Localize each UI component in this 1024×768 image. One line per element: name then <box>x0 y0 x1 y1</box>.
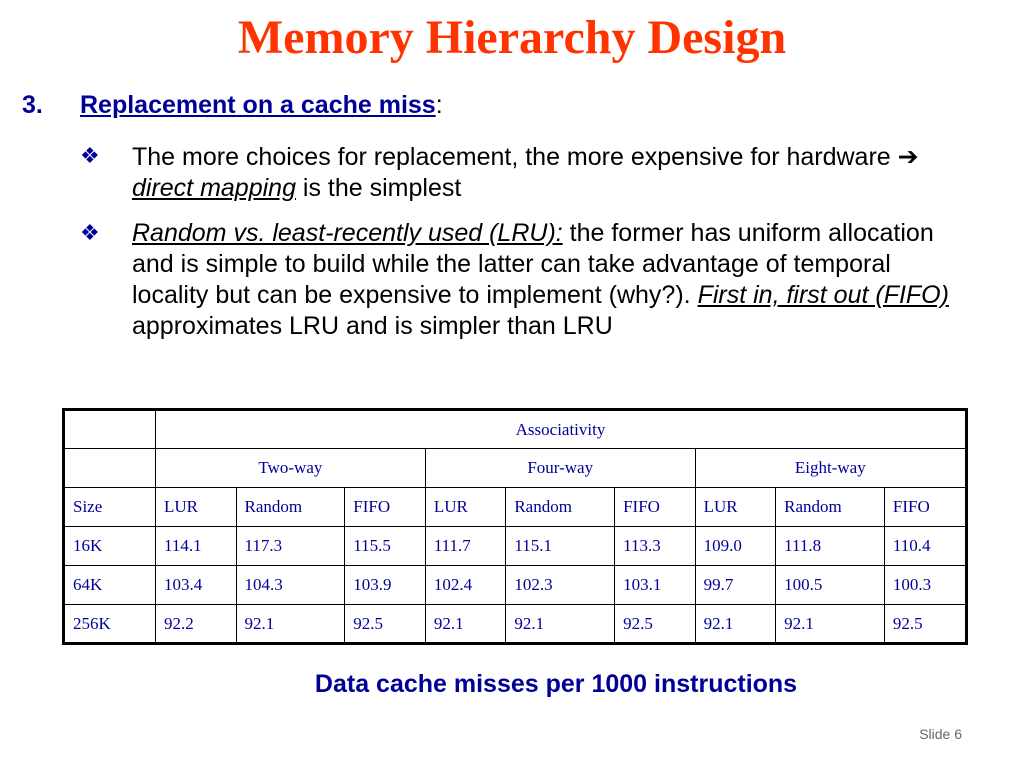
size-cell: 256K <box>64 605 156 644</box>
policy-header: FIFO <box>884 488 966 527</box>
bullet-2-text-2: approximates LRU and is simpler than LRU <box>132 312 613 340</box>
size-cell: 64K <box>64 566 156 605</box>
value-cell: 92.1 <box>695 605 776 644</box>
group-header-eight-way: Eight-way <box>695 449 966 488</box>
random-vs-lru-term: Random vs. least-recently used (LRU): <box>132 219 563 247</box>
size-cell: 16K <box>64 527 156 566</box>
policy-header: LUR <box>425 488 506 527</box>
section-number: 3. <box>22 91 43 119</box>
associativity-header: Associativity <box>156 410 967 449</box>
table-row <box>64 566 967 605</box>
section-heading <box>22 90 982 121</box>
bullet-item-2 <box>22 218 954 342</box>
value-cell: 109.0 <box>695 527 776 566</box>
group-header-two-way: Two-way <box>156 449 426 488</box>
section-heading-colon: : <box>435 91 443 119</box>
miss-rate-table <box>62 408 968 645</box>
value-cell: 103.9 <box>345 566 426 605</box>
table-row <box>64 527 967 566</box>
policy-header: LUR <box>156 488 237 527</box>
value-cell: 92.1 <box>425 605 506 644</box>
policy-header: FIFO <box>615 488 696 527</box>
table-corner-cell <box>64 410 156 449</box>
value-cell: 100.3 <box>884 566 966 605</box>
table-empty-cell <box>64 449 156 488</box>
policy-header: Random <box>506 488 615 527</box>
content-section <box>22 90 982 342</box>
value-cell: 114.1 <box>156 527 237 566</box>
value-cell: 92.1 <box>236 605 345 644</box>
value-cell: 102.3 <box>506 566 615 605</box>
value-cell: 115.5 <box>345 527 426 566</box>
value-cell: 113.3 <box>615 527 696 566</box>
value-cell: 111.8 <box>776 527 885 566</box>
policy-header: Random <box>236 488 345 527</box>
value-cell: 92.1 <box>776 605 885 644</box>
value-cell: 111.7 <box>425 527 506 566</box>
policy-header: Random <box>776 488 885 527</box>
value-cell: 110.4 <box>884 527 966 566</box>
section-heading-text: Replacement on a cache miss <box>80 91 436 119</box>
table-row <box>64 605 967 644</box>
value-cell: 92.1 <box>506 605 615 644</box>
direct-mapping-term: direct mapping <box>132 174 296 202</box>
fifo-term: First in, first out (FIFO) <box>697 281 949 309</box>
bullet-1-text-1: The more choices for replacement, the more expensive for hardware <box>132 143 898 171</box>
bullet-2-text-1: the former has uniform allocation and is simple to build while the latter can take advantage of temporal locality but can be expensive to implement (why?). <box>132 219 934 309</box>
value-cell: 92.5 <box>345 605 426 644</box>
table-caption: Data cache misses per 1000 instructions <box>314 670 798 698</box>
value-cell: 92.2 <box>156 605 237 644</box>
bullet-1-text-2: is the simplest <box>295 174 462 202</box>
bullet-item-1 <box>22 141 954 204</box>
value-cell: 102.4 <box>425 566 506 605</box>
value-cell: 99.7 <box>695 566 776 605</box>
value-cell: 100.5 <box>776 566 885 605</box>
policy-header: FIFO <box>345 488 426 527</box>
right-arrow-icon: ➔ <box>897 142 919 171</box>
slide-title: Memory Hierarchy Design <box>237 11 787 64</box>
value-cell: 117.3 <box>236 527 345 566</box>
size-header: Size <box>64 488 156 527</box>
value-cell: 92.5 <box>615 605 696 644</box>
table-header-row-associativity <box>64 410 967 449</box>
policy-header: LUR <box>695 488 776 527</box>
value-cell: 104.3 <box>236 566 345 605</box>
value-cell: 103.4 <box>156 566 237 605</box>
value-cell: 103.1 <box>615 566 696 605</box>
table-header-row-policies <box>64 488 967 527</box>
slide-number: Slide 6 <box>919 726 962 742</box>
group-header-four-way: Four-way <box>425 449 695 488</box>
diamond-bullet-icon: ❖ <box>80 144 100 169</box>
table-header-row-groups <box>64 449 967 488</box>
value-cell: 115.1 <box>506 527 615 566</box>
value-cell: 92.5 <box>884 605 966 644</box>
diamond-bullet-icon: ❖ <box>80 221 100 246</box>
